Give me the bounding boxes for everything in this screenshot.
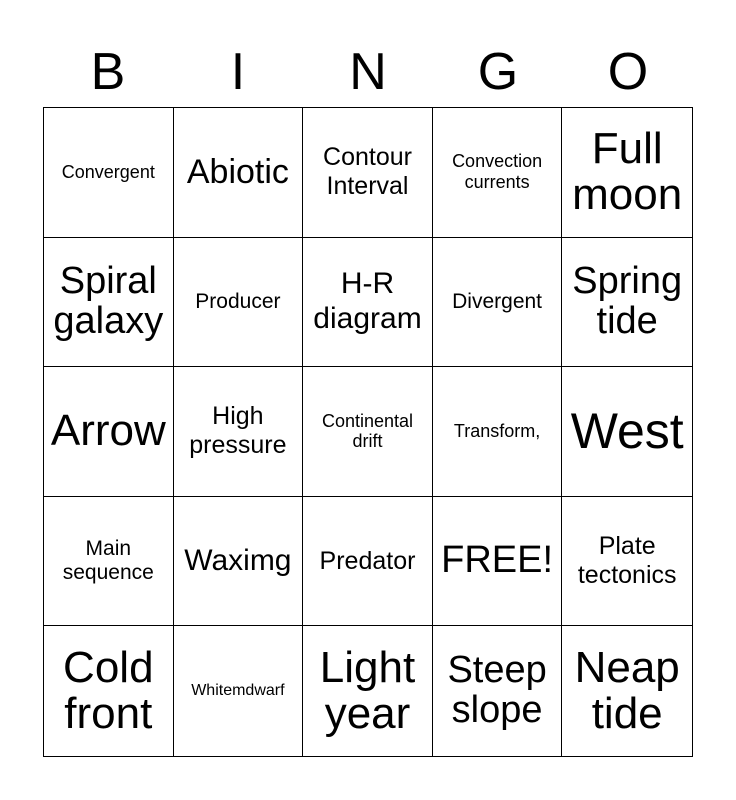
cell-text: Neap tide bbox=[574, 643, 680, 739]
header-letter-i: I bbox=[230, 43, 246, 101]
bingo-cell[interactable] bbox=[44, 238, 174, 368]
bingo-cell[interactable] bbox=[44, 108, 174, 238]
cell-text: Main sequence bbox=[62, 536, 154, 585]
bingo-cell[interactable] bbox=[433, 367, 563, 497]
cell-text: Convergent bbox=[61, 161, 155, 182]
header-letter-o: O bbox=[607, 43, 649, 101]
cell-text: Convection currents bbox=[452, 151, 543, 193]
bingo-cell[interactable] bbox=[44, 367, 174, 497]
cell-text: Plate tectonics bbox=[577, 532, 677, 590]
bingo-cell[interactable] bbox=[303, 626, 433, 756]
cell-text: Full moon bbox=[572, 124, 683, 220]
bingo-cell[interactable] bbox=[433, 497, 563, 627]
cell-text: Contour Interval bbox=[323, 143, 412, 201]
bingo-cell[interactable] bbox=[562, 497, 692, 627]
bingo-cell[interactable] bbox=[562, 238, 692, 368]
cell-text: Whitemdwarf bbox=[191, 681, 285, 699]
cell-text: Arrow bbox=[50, 406, 166, 456]
cell-text: Abiotic bbox=[186, 152, 289, 191]
bingo-cell[interactable] bbox=[433, 238, 563, 368]
cell-text: Transform, bbox=[453, 421, 541, 442]
cell-text: Steep slope bbox=[447, 649, 547, 732]
bingo-cell[interactable] bbox=[303, 367, 433, 497]
cell-text: FREE! bbox=[441, 539, 554, 582]
cell-text: High pressure bbox=[189, 402, 287, 460]
bingo-cell[interactable] bbox=[562, 367, 692, 497]
bingo-cell[interactable] bbox=[44, 626, 174, 756]
bingo-header bbox=[43, 38, 693, 106]
bingo-cell[interactable] bbox=[174, 497, 304, 627]
bingo-cell[interactable] bbox=[562, 626, 692, 756]
cell-text: Continental drift bbox=[321, 410, 414, 452]
bingo-cell[interactable] bbox=[174, 367, 304, 497]
header-letter-b: B bbox=[90, 43, 126, 101]
bingo-cell[interactable] bbox=[303, 238, 433, 368]
bingo-cell[interactable] bbox=[174, 626, 304, 756]
cell-text: Cold front bbox=[63, 643, 154, 739]
bingo-cell[interactable] bbox=[433, 108, 563, 238]
bingo-cell[interactable] bbox=[433, 626, 563, 756]
cell-text: Predator bbox=[319, 546, 416, 575]
bingo-cell[interactable] bbox=[174, 238, 304, 368]
header-letter-n: N bbox=[349, 43, 387, 101]
bingo-cell[interactable] bbox=[174, 108, 304, 238]
cell-text: H-R diagram bbox=[313, 267, 422, 335]
bingo-cell[interactable] bbox=[303, 108, 433, 238]
bingo-cell[interactable] bbox=[303, 497, 433, 627]
cell-text: Producer bbox=[195, 289, 281, 313]
bingo-board bbox=[43, 107, 693, 757]
cell-text: Waximg bbox=[184, 543, 292, 577]
bingo-cell[interactable] bbox=[562, 108, 692, 238]
cell-text: Light year bbox=[319, 643, 416, 739]
header-letter-g: G bbox=[477, 43, 519, 101]
cell-text: West bbox=[570, 402, 684, 459]
cell-text: Divergent bbox=[452, 289, 543, 313]
cell-text: Spring tide bbox=[572, 260, 683, 342]
bingo-cell[interactable] bbox=[44, 497, 174, 627]
cell-text: Spiral galaxy bbox=[53, 260, 164, 342]
